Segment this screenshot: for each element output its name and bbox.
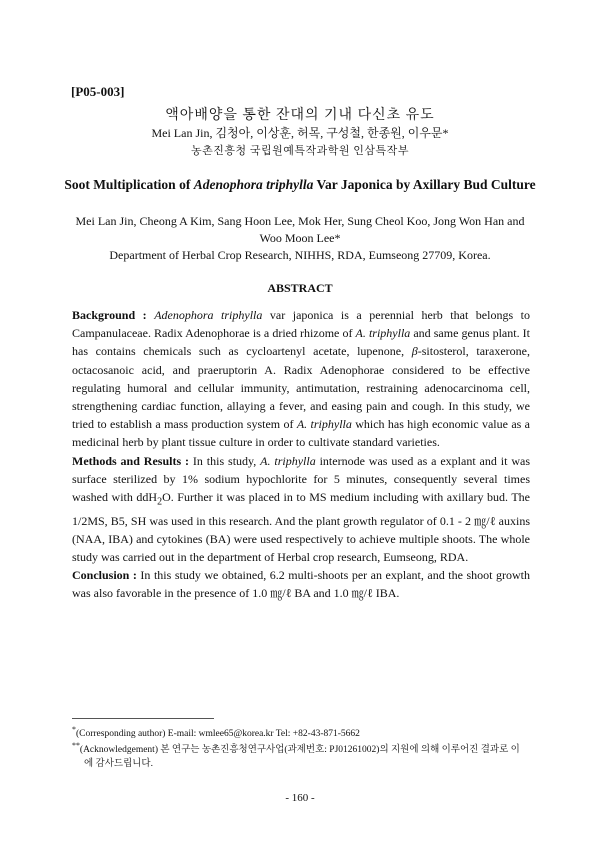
korean-affiliation: 농촌진흥청 국립원예특작과학원 인삼특작부 [191,145,409,157]
methods-text-1: In this study, [189,453,261,468]
background-species-2: A. triphylla [355,326,411,341]
footnote-mark-1: * [72,725,76,734]
methods-species: A. triphylla [260,453,316,468]
korean-authors: Mei Lan Jin, 김청아, 이상훈, 허목, 구성철, 한종원, 이우문* [151,126,449,140]
conclusion-paragraph [72,566,530,602]
abstract-body [72,306,530,603]
english-title-prefix: Soot Multiplication of [64,177,194,192]
conclusion-text: In this study we obtained, 6.2 multi-shoots per an explant, and the shoot growth was also favorable in the presence of 1.0 ㎎/ℓ BA and 1.0 ㎎/ℓ IBA. [72,568,530,601]
english-title [60,175,540,195]
background-paragraph [72,306,530,452]
english-title-species: Adenophora triphylla [193,177,314,192]
background-species-3: A. triphylla [296,417,352,432]
background-label: Background : [72,308,147,322]
methods-subscript: 2 [157,496,163,508]
methods-text-3: O. Further it was placed in to MS medium including with axillary bud. The 1/2MS, B5, SH was used in this research. And the plant growth regulator of 0.1 - 2 ㎎/ℓ auxins (NAA, IBA) and cytokines (BA) were used respectively to achieve multiple shoots. The whole study was carried out in the department of Herbal crop research, Eumseong, RDA. [72,490,530,565]
methods-text-2: internode was used as a explant and it was surface sterilized by 1% sodium hypochlorite for 5 minutes, consequently several times washed with ddH [72,453,530,505]
footnote-text-2: (Acknowledgement) 본 연구는 농촌진흥청연구사업(과제번호: PJ01261002)의 지원에 의해 이루어진 결과로 이 [79,745,520,756]
english-affiliation: Department of Herbal Crop Research, NIHHS, RDA, Eumseong 27709, Korea. [109,248,491,262]
english-title-suffix: Var Japonica by Axillary Bud Culture [313,177,536,192]
footnote-text-1: (Corresponding author) E-mail: wmlee65@korea.kr Tel: +82-43-871-5662 [75,729,360,740]
background-text-5: which has high economic value as a medicinal herb by plant tissue culture in order to cultivate standard varieties. [72,417,530,450]
background-text-3: and same genus plant. It has contains chemicals such as cycloartenyl acetate, lupenone, [72,326,530,359]
footnote-mark-2: ** [72,741,80,750]
methods-paragraph [72,452,530,567]
footnote-acknowledgement [72,739,532,771]
beta-symbol: β [411,344,418,359]
page-number: - 160 - [285,792,315,804]
footnote-rule [72,718,214,719]
background-species-1: Adenophora triphylla [154,308,263,322]
korean-title: 액아배양을 통한 잔대의 기내 다신초 유도 [165,108,435,123]
english-authors: Mei Lan Jin, Cheong A Kim, Sang Hoon Lee, Mok Her, Sung Cheol Koo, Jong Won Han and Woo Moon Lee* [75,214,525,245]
conclusion-label: Conclusion : [72,568,137,583]
abstract-heading: ABSTRACT [267,281,333,295]
background-text-4: -sitosterol, taraxerone, octacosanoic acid, and praeruptorin A. Radix Adenophorae considered to be effective regulating humoral and cellular immunity, antimutation, restraining adenocarcinoma cell, strengthening cardiac function, allaying a fever, and easing pain and cough. In this study, we tried to establish a mass production system of [72,344,531,432]
abstract-code: [P05-003] [71,84,125,99]
footnote-text-2-cont: 에 감사드립니다. [84,759,153,770]
background-text-2: var japonica is a perennial herb that belongs to Campanulaceae. Radix Adenophorae is a dried rhizome of [72,308,530,341]
methods-label: Methods and Results : [72,453,190,468]
